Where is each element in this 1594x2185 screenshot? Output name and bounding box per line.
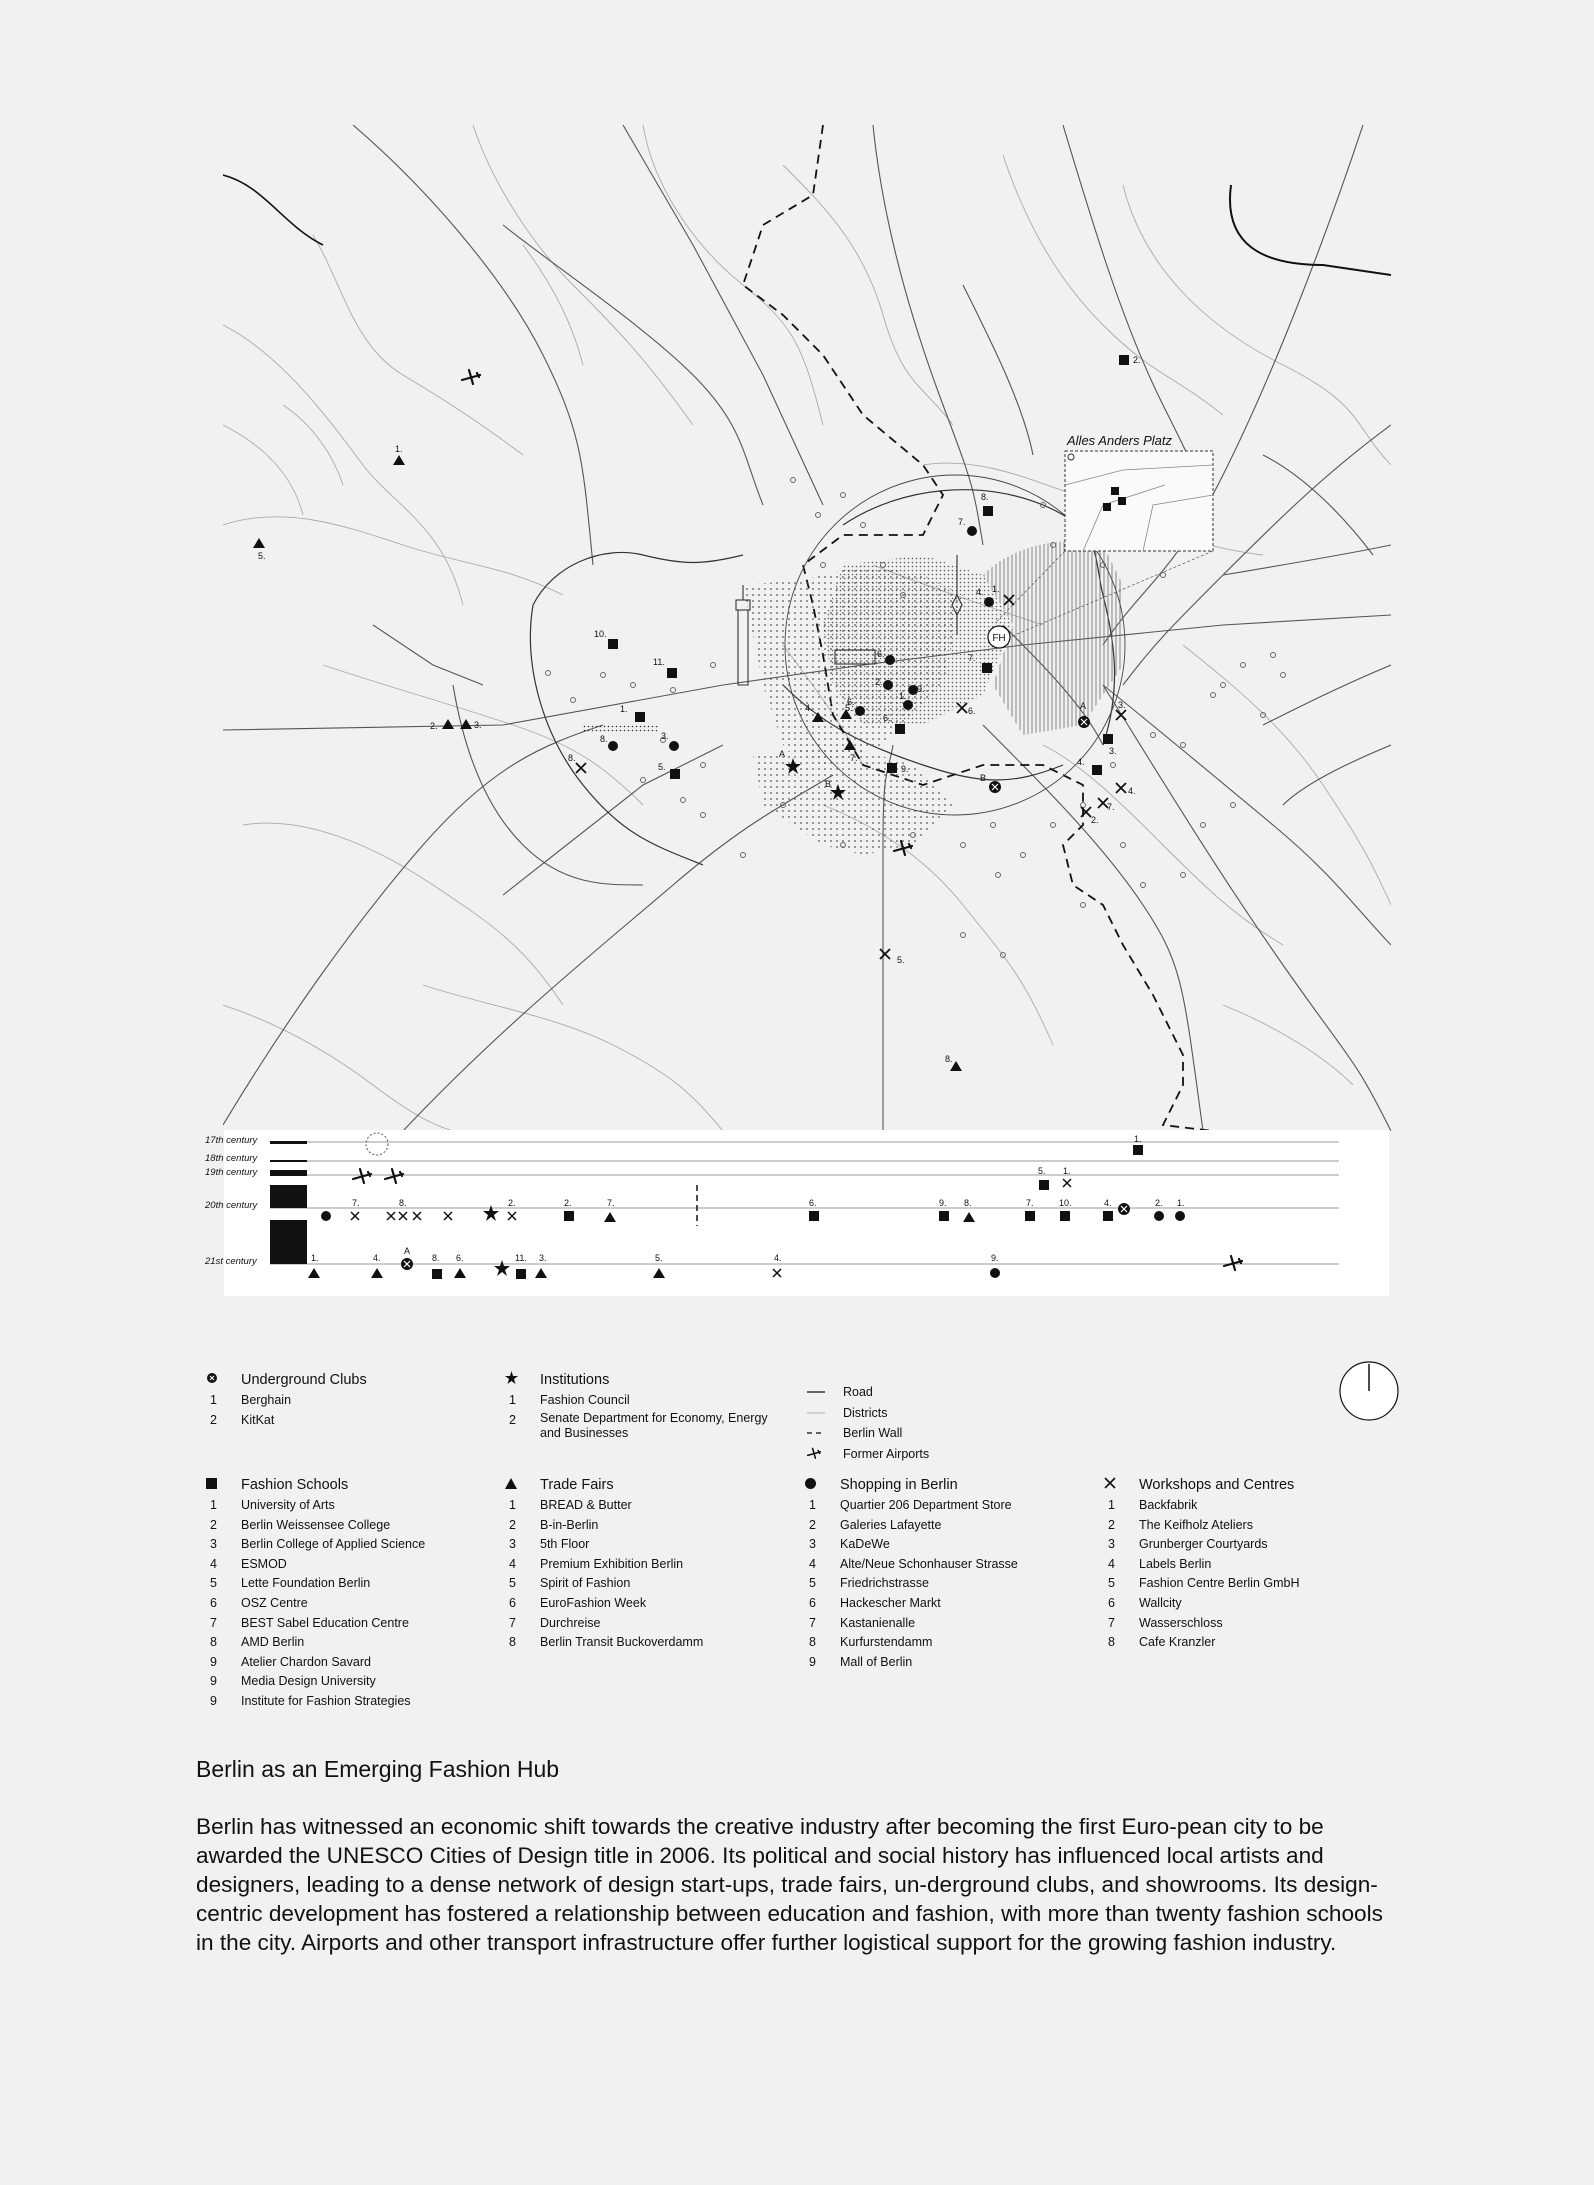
airport-icon (805, 1444, 843, 1464)
svg-text:7.: 7. (1107, 802, 1115, 812)
svg-text:4.: 4. (373, 1253, 381, 1263)
svg-text:3.: 3. (1118, 700, 1126, 710)
cross-icon (1104, 1474, 1139, 1496)
map-key: Road Districts Berlin Wall Former Airports (805, 1382, 929, 1464)
svg-text:3.: 3. (661, 731, 669, 741)
triangle-icon (505, 1478, 517, 1489)
svg-text:8.: 8. (981, 492, 989, 502)
svg-text:9.: 9. (939, 1198, 947, 1208)
svg-text:6.: 6. (877, 649, 885, 659)
svg-text:9.: 9. (991, 1253, 999, 1263)
svg-text:1.: 1. (1063, 1166, 1071, 1176)
svg-text:8.: 8. (600, 734, 608, 744)
svg-text:10.: 10. (1059, 1198, 1072, 1208)
fh-badge (988, 626, 1010, 648)
svg-text:5.: 5. (897, 955, 905, 965)
svg-text:5.: 5. (658, 762, 666, 772)
svg-text:8.: 8. (964, 1198, 972, 1208)
svg-text:4.: 4. (1104, 1198, 1112, 1208)
svg-text:7.: 7. (607, 1198, 615, 1208)
svg-text:6.: 6. (847, 697, 855, 707)
legend-schools: Fashion Schools 1 University of Arts 2 Berlin Weissensee College 3 Berlin College of Applied Science 4 ESMOD 5 Lette Foundation Berlin 6 OSZ Centre 7 BEST Sabel Education Centre 8 AMD Berlin 9 Atelier Chardon Savard 9 Media Design University 9 Institute for Fashion Strategies (206, 1474, 481, 1712)
svg-text:8.: 8. (945, 1054, 953, 1064)
svg-text:9.: 9. (901, 764, 909, 774)
svg-text:5.: 5. (258, 551, 266, 561)
legend-fairs: Trade Fairs 1 BREAD & Butter 2 B-in-Berlin 3 5th Floor 4 Premium Exhibition Berlin 5 Spirit of Fashion 6 EuroFashion Week 7 Durchreise 8 Berlin Transit Buckoverdamm (505, 1474, 780, 1653)
svg-text:4.: 4. (976, 587, 984, 597)
north-arrow-icon (1338, 1360, 1400, 1422)
svg-text:6.: 6. (968, 706, 976, 716)
svg-text:2.: 2. (1133, 355, 1141, 365)
square-icon (206, 1478, 217, 1489)
row-20th: 20th century (205, 1200, 258, 1211)
svg-text:A: A (779, 749, 786, 759)
svg-text:8.: 8. (432, 1253, 440, 1263)
svg-text:1.: 1. (311, 1253, 319, 1263)
svg-text:1.: 1. (620, 704, 628, 714)
svg-text:6.: 6. (456, 1253, 464, 1263)
caption-title: Berlin as an Emerging Fashion Hub (196, 1756, 560, 1782)
svg-text:2.: 2. (1155, 1198, 1163, 1208)
svg-text:1.: 1. (1134, 1134, 1142, 1144)
svg-text:1.: 1. (899, 691, 907, 701)
row-21st: 21st century (205, 1256, 257, 1267)
svg-text:1.: 1. (992, 584, 1000, 594)
svg-text:3.: 3. (539, 1253, 547, 1263)
svg-text:2.: 2. (508, 1198, 516, 1208)
legend-institutions: Institutions 1 Fashion Council 2 Senate Department for Economy, Energy and Businesses (505, 1369, 790, 1441)
svg-text:B: B (980, 773, 987, 783)
svg-text:11.: 11. (653, 657, 665, 667)
legend-shopping: Shopping in Berlin 1 Quartier 206 Department Store 2 Galeries Lafayette 3 KaDeWe 4 Alte/Neue Schonhauser Strasse 5 Friedrichstrasse 6 Hackescher Markt 7 Kastanienalle 8 Kurfurstendamm 9 Mall of Berlin (805, 1474, 1080, 1672)
svg-text:1.: 1. (1177, 1198, 1185, 1208)
circle-icon (805, 1478, 816, 1489)
row-18th: 18th century (205, 1153, 258, 1164)
berlin-map (223, 125, 1391, 1131)
svg-text:A: A (404, 1246, 411, 1256)
svg-text:8.: 8. (568, 753, 576, 763)
caption-body: Berlin has witnessed an economic shift towards the creative industry after becoming the first Euro-pean city to be awarded the UNESCO Cities of Design title in 2006. Its political and social history has influenced local artists and designers, leading to a dense network of design start-ups, trade fairs, un-derground clubs, and showrooms. Its design-centric development has fostered a relationship between education and fashion, with more than twenty fashion schools in the city. Airports and other transport infrastructure offer further logistical support for the growing fashion industry. (196, 1814, 1383, 1955)
timeline (197, 1130, 1389, 1296)
svg-text:3.: 3. (474, 720, 482, 730)
svg-text:11.: 11. (515, 1253, 527, 1263)
svg-text:2.: 2. (1091, 815, 1099, 825)
svg-text:FH: FH (992, 633, 1006, 644)
svg-text:10.: 10. (594, 629, 607, 639)
svg-text:A: A (1080, 701, 1087, 711)
row-19th: 19th century (205, 1167, 258, 1178)
svg-text:2.: 2. (430, 721, 438, 731)
club-icon (206, 1369, 241, 1391)
svg-text:7.: 7. (850, 753, 858, 763)
svg-text:4.: 4. (1077, 757, 1085, 767)
svg-text:8.: 8. (399, 1198, 407, 1208)
svg-text:7.: 7. (1026, 1198, 1034, 1208)
svg-text:6.: 6. (883, 713, 891, 723)
row-17th: 17th century (205, 1135, 258, 1146)
district-hatch (583, 725, 658, 733)
svg-text:4.: 4. (805, 703, 813, 713)
svg-text:5.: 5. (655, 1253, 663, 1263)
svg-text:5.: 5. (1038, 1166, 1046, 1176)
svg-text:2.: 2. (564, 1198, 572, 1208)
svg-text:B: B (825, 779, 832, 789)
svg-text:7.: 7. (352, 1198, 360, 1208)
svg-text:4.: 4. (1128, 786, 1136, 796)
svg-text:2.: 2. (875, 677, 883, 687)
svg-text:7.: 7. (958, 517, 966, 527)
svg-text:4.: 4. (774, 1253, 782, 1263)
svg-text:7.: 7. (968, 653, 976, 663)
svg-text:6.: 6. (809, 1198, 817, 1208)
svg-text:1.: 1. (395, 444, 403, 454)
svg-text:5.: 5. (845, 703, 853, 713)
legend-clubs: Underground Clubs 1 Berghain 2 KitKat (206, 1369, 481, 1430)
svg-text:9.: 9. (917, 684, 925, 694)
star-icon (505, 1369, 540, 1391)
svg-text:3.: 3. (1109, 746, 1117, 756)
legend-workshops: Workshops and Centres 1 Backfabrik 2 The Keifholz Ateliers 3 Grunberger Courtyards 4 Labels Berlin 5 Fashion Centre Berlin GmbH 6 Wallcity 7 Wasserschloss 8 Cafe Kranzler (1104, 1474, 1379, 1653)
inset-title: Alles Anders Platz (1067, 433, 1173, 448)
